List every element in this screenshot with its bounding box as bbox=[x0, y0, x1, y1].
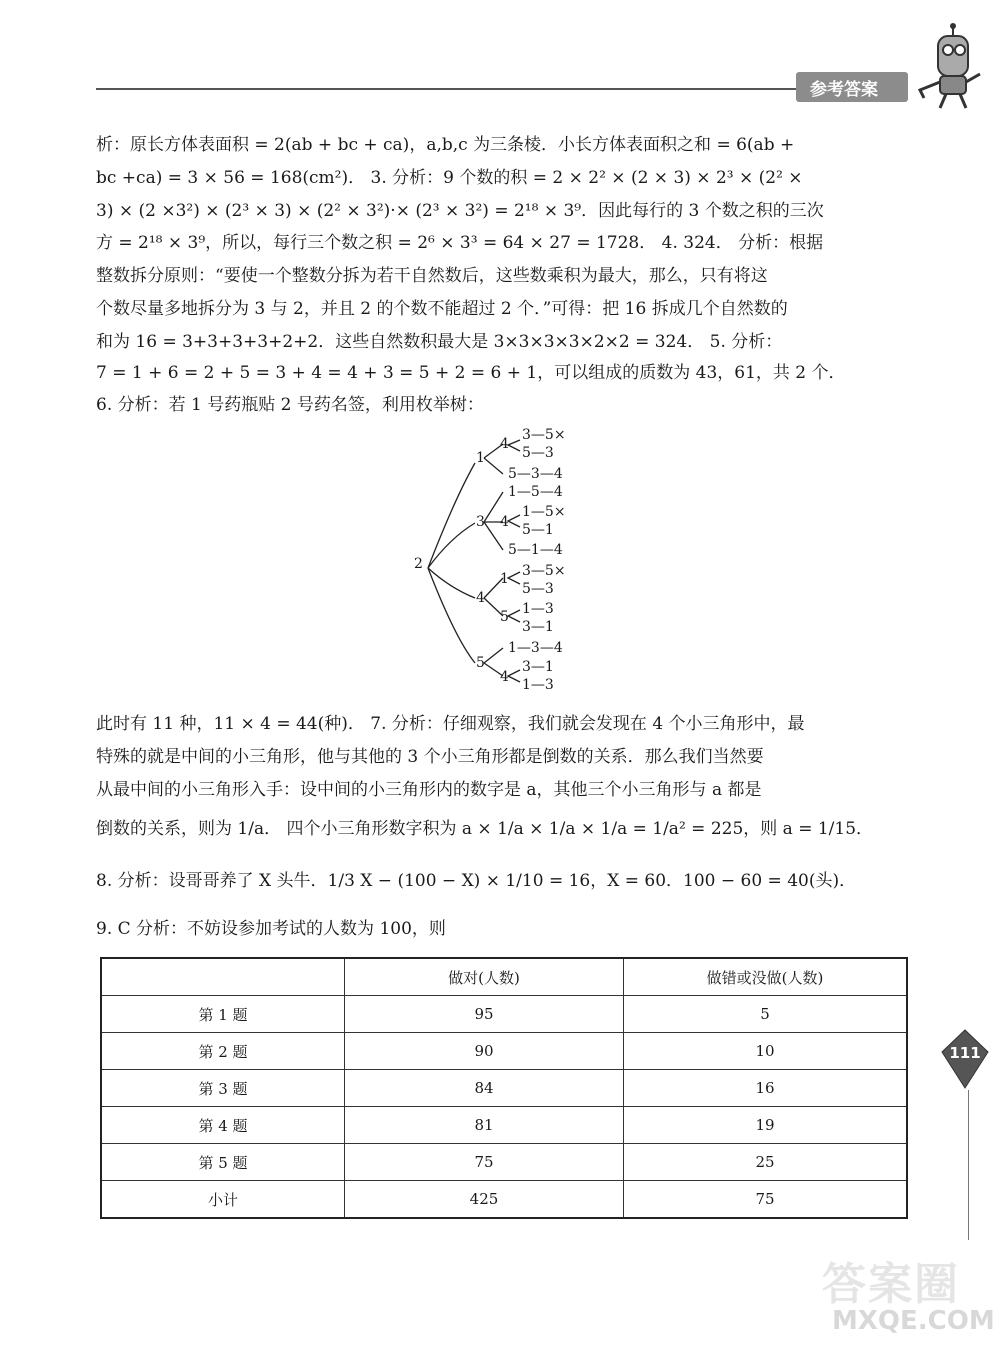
table-cell: 第 1 题 bbox=[101, 996, 345, 1033]
watermark-url: MXQE.COM bbox=[832, 1306, 995, 1336]
tree-node: 5 bbox=[500, 609, 509, 625]
table-cell: 第 5 题 bbox=[101, 1144, 345, 1181]
text-line: 整数拆分原则：“要使一个整数分拆为若干自然数后，这些数乘积为最大，那么，只有将这 bbox=[96, 266, 768, 286]
table-header-cell: 做错或没做(人数) bbox=[624, 958, 908, 996]
table-row bbox=[101, 1144, 907, 1181]
text-line: 此时有 11 种，11 × 4 = 44(种)． 7. 分析：仔细观察，我们就会发现在 4 个小三角形中，最 bbox=[96, 714, 805, 734]
tree-node: 4 bbox=[476, 590, 485, 606]
page-number: 111 bbox=[949, 1044, 981, 1062]
text-line: 8. 分析：设哥哥养了 X 头牛．1/3 X − (100 − X) × 1/10 = 16，X = 60．100 − 60 = 40(头)． bbox=[96, 871, 857, 891]
table-cell: 小计 bbox=[101, 1181, 345, 1219]
table-header-cell: 做对(人数) bbox=[345, 958, 624, 996]
table-row bbox=[101, 1107, 907, 1144]
tree-edge bbox=[508, 670, 520, 682]
table-cell: 10 bbox=[624, 1033, 908, 1070]
tree-node-root: 2 bbox=[414, 556, 423, 572]
results-table bbox=[100, 957, 908, 1219]
tree-leaf: 5—3—4 bbox=[508, 466, 563, 482]
tree-leaf: 3—5× bbox=[522, 427, 566, 443]
tree-leaf: 5—1 bbox=[522, 522, 554, 538]
table-cell: 19 bbox=[624, 1107, 908, 1144]
tree-leaf: 5—1—4 bbox=[508, 542, 563, 558]
tree-node: 4 bbox=[500, 669, 509, 685]
text-line: 9. C 分析：不妨设参加考试的人数为 100，则 bbox=[96, 919, 446, 939]
text-line: 析：原长方体表面积 = 2(ab + bc + ca)，a,b,c 为三条棱．小长方体表面积之和 = 6(ab + bbox=[96, 135, 795, 155]
margin-rule bbox=[968, 1090, 969, 1240]
text-line: 3) × (2 ×3²) × (2³ × 3) × (2² × 3²)·× (2³ × 3²) = 2¹⁸ × 3⁹．因此每行的 3 个数之积的三次 bbox=[96, 201, 824, 221]
tree-edge bbox=[508, 610, 520, 622]
table-cell: 第 3 题 bbox=[101, 1070, 345, 1107]
page-number-badge bbox=[940, 1028, 990, 1090]
tree-node: 5 bbox=[476, 655, 485, 671]
table-cell: 5 bbox=[624, 996, 908, 1033]
section-tag bbox=[796, 72, 908, 102]
table-cell: 75 bbox=[624, 1181, 908, 1219]
text-line: 方 = 2¹⁸ × 3⁹，所以，每行三个数之积 = 2⁶ × 3³ = 64 × 27 = 1728． 4. 324． 分析：根据 bbox=[96, 233, 824, 253]
tree-leaf: 5—3 bbox=[522, 445, 554, 461]
robot-mascot-icon bbox=[910, 22, 990, 112]
tree-node: 1 bbox=[500, 571, 509, 587]
tree-node: 4 bbox=[500, 436, 509, 452]
table-cell: 第 4 题 bbox=[101, 1107, 345, 1144]
table-row bbox=[101, 1033, 907, 1070]
tree-leaf: 5—3 bbox=[522, 581, 554, 597]
tree-leaf: 1—5—4 bbox=[508, 484, 563, 500]
tree-edge bbox=[428, 523, 475, 568]
header-rule bbox=[96, 88, 796, 90]
table-row bbox=[101, 1070, 907, 1107]
tree-edge bbox=[484, 648, 503, 663]
tree-leaf: 1—3—4 bbox=[508, 640, 563, 656]
tree-leaf: 1—3 bbox=[522, 677, 554, 693]
tree-edge bbox=[428, 463, 475, 568]
tree-edge bbox=[484, 458, 503, 474]
text-line: 从最中间的小三角形入手：设中间的小三角形内的数字是 a，其他三个小三角形与 a 都是 bbox=[96, 780, 762, 800]
tree-edge bbox=[508, 515, 520, 527]
table-header-row bbox=[101, 958, 907, 996]
enumeration-tree-diagram bbox=[400, 418, 640, 703]
text-line: 6. 分析：若 1 号药瓶贴 2 号药名签，利用枚举树： bbox=[96, 395, 484, 415]
table-cell: 81 bbox=[345, 1107, 624, 1144]
table-cell: 90 bbox=[345, 1033, 624, 1070]
table-cell: 第 2 题 bbox=[101, 1033, 345, 1070]
watermark-logo: 答案圈 bbox=[822, 1259, 960, 1310]
table-header-cell bbox=[101, 958, 345, 996]
table-cell: 16 bbox=[624, 1070, 908, 1107]
tree-leaf: 3—1 bbox=[522, 619, 554, 635]
tree-edge bbox=[508, 440, 520, 451]
table-row bbox=[101, 1181, 907, 1219]
text-line: bc +ca) = 3 × 56 = 168(cm²)． 3. 分析：9 个数的积 = 2 × 2² × (2 × 3) × 2³ × (2² × bbox=[96, 168, 803, 188]
tree-edge bbox=[428, 568, 475, 598]
text-line: 特殊的就是中间的小三角形，他与其他的 3 个小三角形都是倒数的关系．那么我们当然要 bbox=[96, 747, 764, 767]
table-cell: 75 bbox=[345, 1144, 624, 1181]
tree-edge bbox=[428, 568, 475, 663]
table-cell: 95 bbox=[345, 996, 624, 1033]
tree-leaf: 1—3 bbox=[522, 601, 554, 617]
tree-edge bbox=[508, 572, 520, 584]
text-line: 和为 16 = 3+3+3+3+2+2．这些自然数积最大是 3×3×3×3×2×2 = 324． 5. 分析： bbox=[96, 332, 783, 352]
tree-leaf: 1—5× bbox=[522, 504, 566, 520]
tree-leaf: 3—1 bbox=[522, 659, 554, 675]
text-line: 个数尽量多地拆分为 3 与 2，并且 2 的个数不能超过 2 个．”可得：把 16 拆成几个自然数的 bbox=[96, 299, 788, 319]
text-line: 7 = 1 + 6 = 2 + 5 = 3 + 4 = 4 + 3 = 5 + 2 = 6 + 1，可以组成的质数为 43，61，共 2 个． bbox=[96, 363, 846, 383]
table-cell: 25 bbox=[624, 1144, 908, 1181]
tree-node: 1 bbox=[476, 450, 485, 466]
table-row bbox=[101, 996, 907, 1033]
text-line: 倒数的关系，则为 1/a． 四个小三角形数字积为 a × 1/a × 1/a × 1/a = 1/a² = 225，则 a = 1/15． bbox=[96, 819, 874, 839]
watermark bbox=[822, 1248, 995, 1348]
section-tag-label: 参考答案 bbox=[810, 80, 878, 100]
tree-leaf: 3—5× bbox=[522, 563, 566, 579]
table-cell: 84 bbox=[345, 1070, 624, 1107]
table-cell: 425 bbox=[345, 1181, 624, 1219]
tree-node: 4 bbox=[500, 514, 509, 530]
tree-node: 3 bbox=[476, 514, 485, 530]
